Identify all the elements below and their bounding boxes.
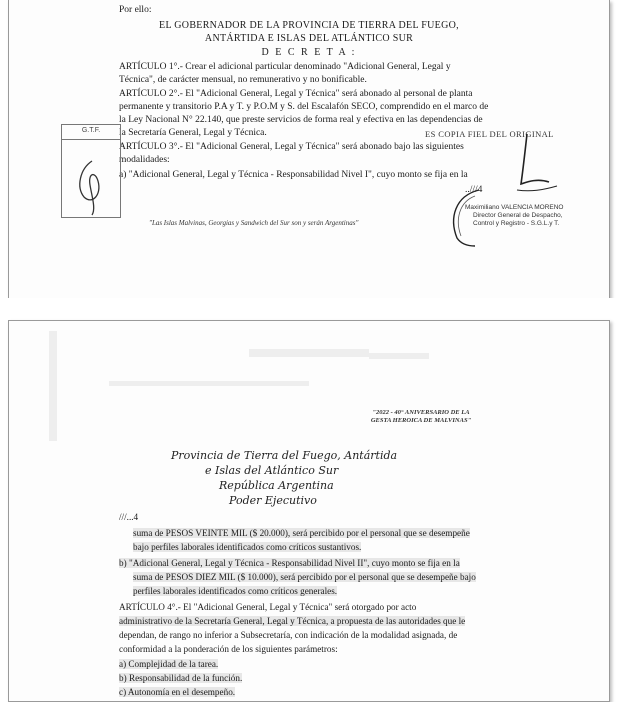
parameter-b: b) Responsabilidad de la función. [119,673,243,683]
gtf-initials-box [61,124,121,218]
anniversary-line-2: GESTA HEROICA DE MALVINAS" [370,417,472,424]
article-3-line-2: modalidades: [119,155,170,165]
item-a-line-2: bajo perfiles laborales identificados como críticos sustantivos. [133,542,362,552]
article-1-line-1: ARTÍCULO 1°.- Crear el adicional particular denominado "Adicional General, Legal y [119,62,451,72]
article-3-line-3: a) "Adicional General, Legal y Técnica - Responsabilidad Nivel I", cuyo monto se fija en la [119,170,468,180]
article-3-line-1: ARTÍCULO 3°.- El "Adicional General, Legal y Técnica" será abonado bajo las siguientes [119,142,464,152]
signature-scribble-icon [497,132,567,202]
item-b-line-3: perfiles laborales identificados como críticos generales. [133,586,338,596]
letterhead-line-2: e Islas del Atlántico Sur [205,464,339,477]
parameter-c: c) Autonomía en el desempeño. [119,687,236,697]
heading-line-1: EL GOBERNADOR DE LA PROVINCIA DE TIERRA DEL FUEGO, [159,20,459,31]
certified-copy-stamp: ES COPIA FIEL DEL ORIGINAL [425,129,554,139]
article-2-line-4: la Secretaría General, Legal y Técnica. [119,128,267,138]
heading-line-2: ANTÁRTIDA E ISLAS DEL ATLÁNTICO SUR [204,33,414,44]
page-separator [0,298,620,320]
signature-role-1: Director General de Despacho, [473,212,563,219]
gtf-label: G.T.F. [81,127,101,134]
article-2-line-1: ARTÍCULO 2°.- El "Adicional General, Legal y Técnica" será abonado al personal de planta [119,89,473,99]
por-ello-text: Por ello: [119,5,152,15]
article-4-line-2: administrativo de la Secretaría General, Legal y Técnica, a propuesta de las autoridades que le [119,616,466,626]
article-4-line-3: dependan, de rango no inferior a Subsecretaría, con indicación de la modalidad asignada, de [119,630,458,640]
item-b-line-1: b) "Adicional General, Legal y Técnica - Responsabilidad Nivel II", cuyo monto se fija en la [119,558,460,568]
letterhead-line-4: Poder Ejecutivo [229,494,317,507]
initials-scribble-icon [62,125,120,217]
article-1-line-2: Técnica", de carácter mensual, no remunerativo y no bonificable. [119,75,367,85]
malvinas-motto: "Las Islas Malvinas, Georgias y Sandwich del Sur son y serán Argentinas" [149,219,359,227]
signature-name: Maximiliano VALENCIA MORENO [465,204,564,211]
article-4-line-1: ARTÍCULO 4°.- El "Adicional General, Legal y Técnica" será otorgado por acto [119,602,417,612]
article-2-line-3: la Ley Nacional N° 22.140, que preste servicios de forma real y efectiva en las dependencias de [119,115,483,125]
continued-from-mark: ///...4 [119,512,139,522]
parameter-a: a) Complejidad de la tarea. [119,659,219,669]
document-page-2 [8,320,610,702]
signature-role-2: Control y Registro - S.G.L.y T. [473,220,560,227]
letterhead-line-1: Provincia de Tierra del Fuego, Antártida [171,449,398,462]
item-b-line-2: suma de PESOS DIEZ MIL ($ 10.000), será percibido por el personal que se desempeñe bajo [133,572,476,582]
anniversary-line-1: "2022 - 40° ANIVERSARIO DE LA [372,409,470,416]
continuation-mark: ..///4 [465,185,483,195]
article-2-line-2: permanente y transitorio P.A y T. y P.O.M y S. del Escalafón SECO, comprendido en el marco de [119,102,489,112]
document-page-1 [8,0,610,299]
article-4-line-4: conformidad a la ponderación de los siguientes parámetros: [119,644,338,654]
decreta-heading: D E C R E T A : [261,47,357,58]
letterhead-line-3: República Argentina [219,479,334,492]
item-a-line-1: suma de PESOS VEINTE MIL ($ 20.000), será percibido por el personal que se desempeñe [133,528,470,538]
